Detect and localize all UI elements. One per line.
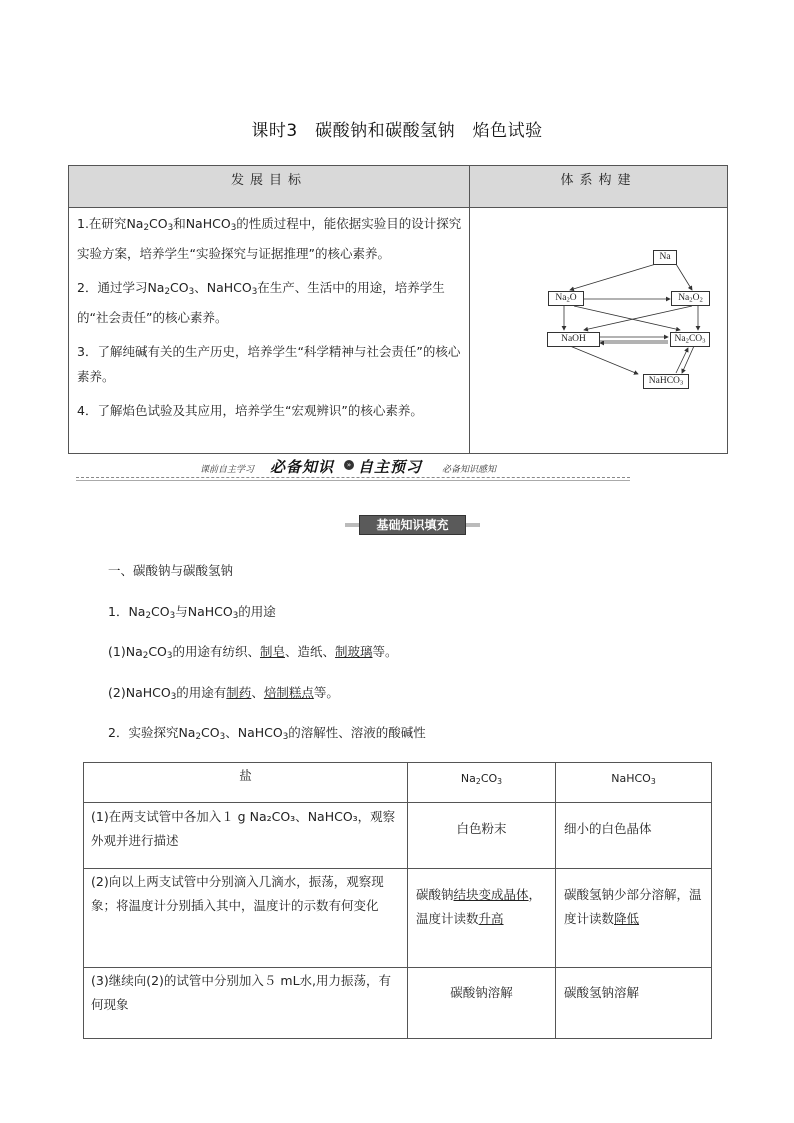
use-item-1: $(1)Na_2CO_3$的用途有纺织、制皂、造纸、制玻璃等。 bbox=[108, 644, 398, 662]
banner-rule bbox=[76, 477, 630, 479]
section-badge bbox=[345, 515, 480, 533]
goals-table bbox=[68, 165, 728, 454]
header-na2co3: $Na_2CO_3$ bbox=[460, 772, 503, 786]
goal-1: 1.在研究$Na_2CO_3$和NaHCO$_3$的性质过程中，能依据实验目的设计探究实验方案，培养学生“实验探究与证据推理”的核心素养。 bbox=[77, 216, 462, 262]
node-na2o: $Na_2O$ bbox=[548, 291, 584, 306]
row-3-question: (3)继续向(2)的试管中分别加入５ mL水,用力振荡，有何现象 bbox=[91, 973, 392, 1012]
node-nahco3: NaHCO$_3$ bbox=[643, 374, 689, 389]
goal-4: 4．了解焰色试验及其应用，培养学生“宏观辨识”的核心素养。 bbox=[77, 403, 423, 419]
node-na2o2: $Na_2O_2$ bbox=[671, 291, 710, 306]
header-nahco3: NaHCO$_3$ bbox=[611, 772, 656, 786]
row-3-na2co3: 碳酸钠溶解 bbox=[450, 985, 513, 1000]
banner-rule-2 bbox=[76, 480, 630, 482]
node-naoh: NaOH bbox=[547, 332, 600, 347]
row-1-nahco3: 细小的白色晶体 bbox=[564, 821, 652, 836]
heading-1-1: 1．$Na_2CO_3$与NaHCO$_3$的用途 bbox=[108, 604, 276, 622]
node-na2co3: $Na_2CO_3$ bbox=[670, 332, 710, 347]
header-salt: 盐 bbox=[239, 768, 252, 783]
row-3-nahco3: 碳酸氢钠溶解 bbox=[564, 985, 640, 1000]
section-banner bbox=[76, 455, 630, 481]
row-1-question: (1)在两支试管中各加入１ g Na₂CO₃、NaHCO₃，观察外观并进行描述 bbox=[91, 809, 396, 848]
row-divider-3 bbox=[84, 967, 711, 968]
node-na: Na bbox=[653, 250, 677, 265]
row-1-na2co3: 白色粉末 bbox=[456, 821, 507, 836]
banner-title-2: 自主预习 bbox=[358, 458, 423, 476]
row-divider-1 bbox=[84, 802, 711, 803]
col-divider-2 bbox=[555, 763, 556, 1038]
goal-2: 2．通过学习$Na_2CO_3$、NaHCO$_3$在生产、生活中的用途，培养学生的“社会责任”的核心素养。 bbox=[77, 280, 445, 326]
goals-header: 发展目标 bbox=[230, 173, 307, 188]
diagram-arrows bbox=[470, 208, 727, 453]
banner-left-caption: 课前自主学习 bbox=[200, 465, 255, 475]
row-divider-2 bbox=[84, 868, 711, 869]
banner-right-caption: 必备知识感知 bbox=[442, 465, 497, 475]
banner-title-1: 必备知识 bbox=[270, 458, 335, 476]
framework-header: 体系构建 bbox=[560, 173, 637, 188]
row-2-question: (2)向以上两支试管中分别滴入几滴水，振荡，观察现象；将温度计分别插入其中，温度计的示数有何变化 bbox=[91, 874, 384, 913]
chevron-right-icon: » bbox=[344, 460, 354, 470]
framework-diagram bbox=[470, 208, 727, 453]
badge-label: 基础知识填充 bbox=[359, 515, 466, 535]
heading-1: 一、碳酸钠与碳酸氢钠 bbox=[108, 563, 234, 578]
goals-list bbox=[77, 211, 465, 432]
page-title: 课时3 碳酸钠和碳酸氢钠 焰色试验 bbox=[251, 121, 543, 141]
row-2-nahco3: 碳酸氢钠少部分溶解，温度计读数降低 bbox=[564, 887, 702, 926]
heading-1-2: 2．实验探究$Na_2CO_3$、NaHCO$_3$的溶解性、溶液的酸碱性 bbox=[108, 725, 426, 743]
experiment-table bbox=[83, 762, 712, 1039]
goal-3: 3．了解纯碱有关的生产历史，培养学生“科学精神与社会责任”的核心素养。 bbox=[77, 344, 461, 385]
row-2-na2co3: 碳酸钠结块变成晶体，温度计读数升高 bbox=[416, 887, 542, 926]
use-item-2: (2)NaHCO$_3$的用途有制药、焙制糕点等。 bbox=[108, 685, 339, 703]
